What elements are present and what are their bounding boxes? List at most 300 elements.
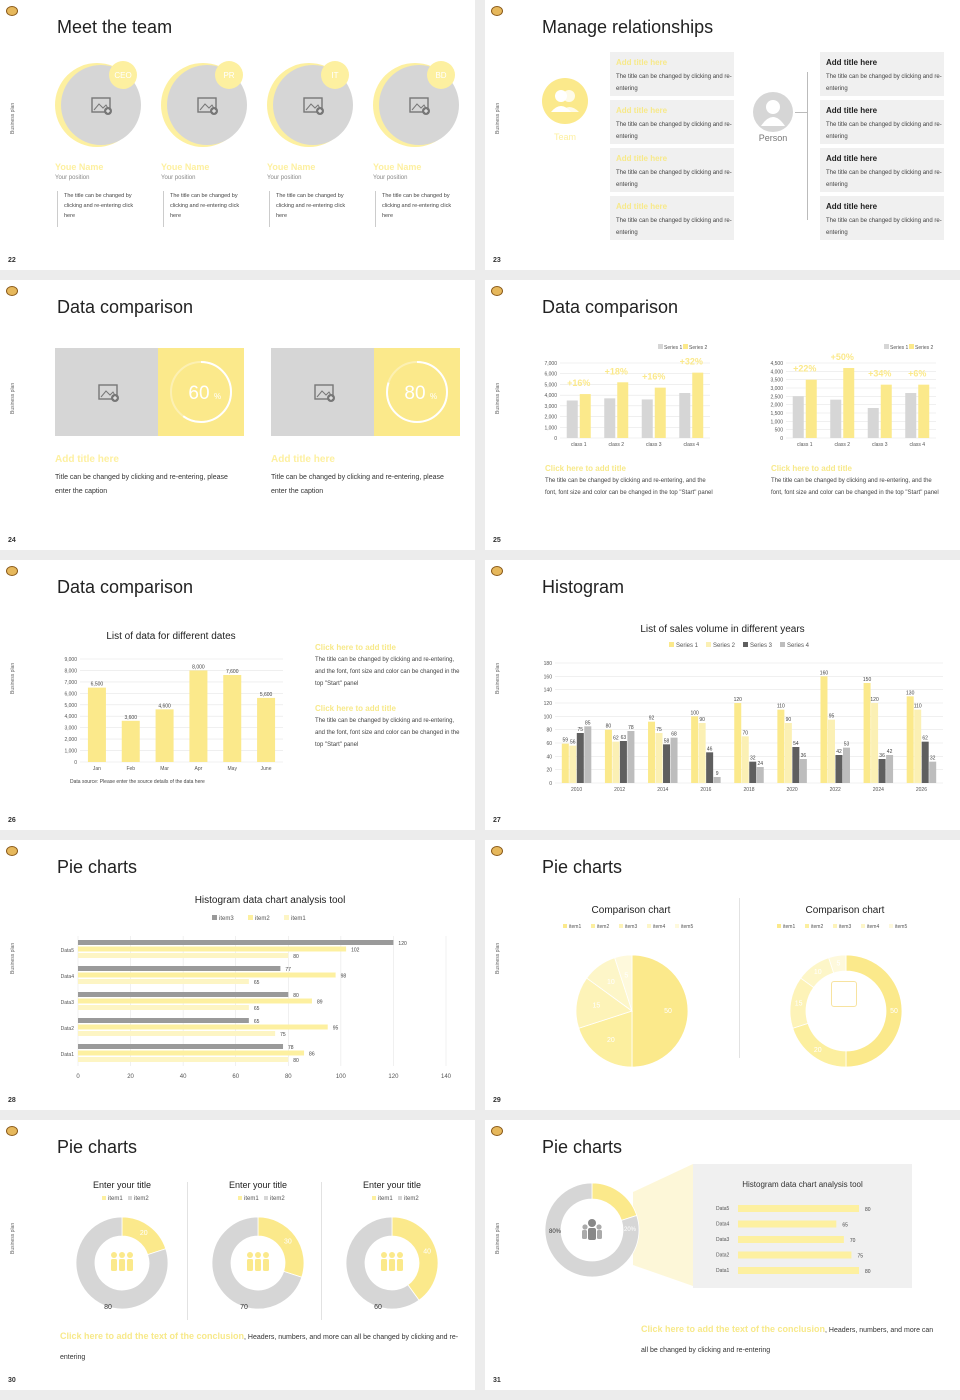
data-label: 86 xyxy=(309,1051,315,1058)
data-label: 90 xyxy=(785,717,792,723)
member-position: Your position xyxy=(161,175,196,181)
histogram-chart xyxy=(485,560,960,830)
bar-series-1 xyxy=(605,730,612,783)
bar-series-1 xyxy=(604,398,615,438)
tick-label: 7,000 xyxy=(64,679,77,686)
data-label: 80 xyxy=(865,1269,871,1275)
data-label: 120 xyxy=(398,941,407,947)
legend-label: item1 xyxy=(291,916,306,922)
tick-label: 5,000 xyxy=(544,382,557,389)
legend-label: item3 xyxy=(219,916,234,922)
member-tag: PR xyxy=(223,71,235,80)
card-title[interactable]: Add title here xyxy=(826,106,878,115)
category-label: 2010 xyxy=(570,787,583,793)
category-label: 2020 xyxy=(786,787,798,793)
slide-23[interactable] xyxy=(485,0,960,270)
category-label: class 3 xyxy=(871,442,888,448)
legend-swatch xyxy=(102,1196,106,1200)
tick-label: 7,000 xyxy=(544,361,557,367)
bar-item3 xyxy=(78,1018,249,1023)
data-label: 8,000 xyxy=(192,664,205,671)
data-label: 6,500 xyxy=(90,681,104,688)
legend-label: item2 xyxy=(255,916,270,922)
side-label: Business plan xyxy=(495,102,501,134)
data-label: 80 xyxy=(865,1207,871,1213)
tick-label: 9,000 xyxy=(64,657,77,663)
card-title[interactable]: Add title here xyxy=(826,58,878,67)
card-title[interactable]: Add title here xyxy=(826,202,878,211)
category-label: Data1 xyxy=(716,1268,730,1274)
slice-label: 80% xyxy=(548,1229,562,1235)
bar-series-1 xyxy=(567,401,578,439)
bar-series-2 xyxy=(742,736,749,783)
category-label: Apr xyxy=(194,766,203,772)
bar-series-2 xyxy=(692,373,703,438)
slide-22[interactable] xyxy=(0,0,475,270)
slice-label: 40 xyxy=(423,1248,432,1256)
chart-title: Comparison chart xyxy=(591,905,671,916)
bar-series-2 xyxy=(843,368,854,438)
tick-label: 100 xyxy=(335,1074,346,1080)
data-label: 110 xyxy=(913,703,922,710)
legend-label: Series 2 xyxy=(689,345,708,351)
data-label: 68 xyxy=(671,731,677,738)
side-label: Business plan xyxy=(10,1222,16,1254)
item-text: Title can be changed by clicking and re-entering, please enter the caption xyxy=(55,474,228,495)
item-title[interactable]: Add title here xyxy=(55,454,119,465)
tick-label: 4,000 xyxy=(64,714,77,721)
legend-swatch xyxy=(658,344,663,349)
bar-series-2 xyxy=(617,382,628,438)
card-text: The title can be changed by clicking and re-entering xyxy=(616,170,732,188)
data-label: 80 xyxy=(293,954,299,960)
data-label: 75 xyxy=(577,727,584,733)
tick-label: 6,000 xyxy=(544,371,557,378)
legend-label: item1 xyxy=(244,1196,259,1202)
legend-label: item2 xyxy=(597,924,610,930)
tick-label: 2,000 xyxy=(64,737,77,744)
logo-icon xyxy=(6,286,18,296)
data-label: 110 xyxy=(776,703,785,710)
chart-title: List of sales volume in different years xyxy=(640,624,805,635)
tick-label: 180 xyxy=(543,661,552,667)
category-label: Jan xyxy=(92,766,101,772)
bar-item3 xyxy=(78,940,393,945)
bar-series-4 xyxy=(671,738,678,783)
tick-label: 140 xyxy=(440,1074,452,1080)
legend-swatch xyxy=(777,924,781,928)
legend-swatch xyxy=(743,642,748,647)
card-title[interactable]: Add title here xyxy=(616,58,668,67)
bar-value xyxy=(122,721,140,762)
side-label: Business plan xyxy=(10,662,16,694)
legend-swatch xyxy=(884,344,889,349)
legend-label: Series 1 xyxy=(664,345,683,351)
relation-card[interactable] xyxy=(610,148,734,192)
slide-27[interactable] xyxy=(485,560,960,830)
bar-item2 xyxy=(78,973,336,978)
slide-28[interactable] xyxy=(0,840,475,1110)
conclusion-link[interactable]: Click here to add the text of the conclusion xyxy=(60,1331,245,1341)
bar-series-3 xyxy=(879,759,886,783)
tick-label: 80 xyxy=(284,1074,292,1080)
pie-charts xyxy=(485,840,960,1110)
bar-item1 xyxy=(78,979,249,984)
chart-title: List of data for different dates xyxy=(106,631,236,642)
growth-annotation: +34% xyxy=(868,368,892,379)
bar-value xyxy=(738,1267,859,1274)
legend-label: item5 xyxy=(681,924,694,930)
legend-label: Series 1 xyxy=(676,643,699,649)
data-label: 3,600 xyxy=(124,714,138,721)
data-label: 80 xyxy=(293,993,299,999)
category-label: 2024 xyxy=(872,787,884,793)
data-label: 75 xyxy=(280,1032,286,1038)
member-photo[interactable] xyxy=(55,58,155,158)
tick-label: 4,500 xyxy=(770,361,783,367)
legend-label: item2 xyxy=(270,1196,285,1202)
bar-series-2 xyxy=(612,742,619,783)
legend-label: item3 xyxy=(839,924,852,930)
data-label: 32 xyxy=(929,755,936,762)
category-label: 2014 xyxy=(657,787,669,793)
legend-label: item2 xyxy=(134,1196,149,1202)
percent-unit: % xyxy=(430,392,438,401)
bar-series-3 xyxy=(749,762,756,783)
category-label: class 4 xyxy=(683,442,700,448)
percent-value: 60 xyxy=(188,383,210,404)
data-label: 78 xyxy=(288,1045,294,1051)
tick-label: 1,000 xyxy=(544,425,557,432)
growth-annotation: +18% xyxy=(604,366,628,377)
text-body: The title can be changed by clicking and re-entering, and the font, font size and color can be changed in the top "Start" panel xyxy=(315,718,460,748)
member-desc: The title can be changed by clicking and re-entering click here xyxy=(64,193,134,219)
legend-swatch xyxy=(889,924,893,928)
category-label: Data2 xyxy=(716,1252,730,1259)
growth-annotation: +16% xyxy=(567,378,591,389)
text-title[interactable]: Click here to add title xyxy=(315,643,396,652)
member-position: Your position xyxy=(373,175,408,181)
relation-card[interactable] xyxy=(820,52,944,96)
tick-label: 0 xyxy=(549,781,552,787)
bar-series-4 xyxy=(714,777,721,783)
caption-title[interactable]: Click here to add title xyxy=(771,464,852,473)
legend-label: Series 4 xyxy=(787,643,810,649)
data-label: 4,600 xyxy=(158,703,171,710)
tick-label: 1,000 xyxy=(64,748,77,755)
slide-number: 30 xyxy=(8,1377,16,1384)
data-label: 5,600 xyxy=(259,691,273,698)
relation-card[interactable] xyxy=(820,196,944,240)
image-placeholder-icon[interactable] xyxy=(99,385,119,402)
growth-annotation: +22% xyxy=(793,363,817,374)
slide-24[interactable] xyxy=(0,280,475,550)
slice-label: 60 xyxy=(374,1304,382,1311)
tick-label: 3,000 xyxy=(544,403,557,410)
card-title[interactable]: Add title here xyxy=(616,154,668,163)
data-label: 9 xyxy=(715,771,719,777)
category-label: class 2 xyxy=(834,442,851,448)
slide-number: 25 xyxy=(493,537,501,544)
legend-swatch xyxy=(675,924,679,928)
category-label: 2012 xyxy=(614,787,626,793)
member-tag: IT xyxy=(331,71,339,80)
relation-card[interactable] xyxy=(820,148,944,192)
data-label: 53 xyxy=(843,741,850,748)
card-title[interactable]: Add title here xyxy=(616,106,668,115)
member-tag: CEO xyxy=(114,71,132,80)
legend-label: Series 2 xyxy=(713,643,736,649)
data-label: 36 xyxy=(879,753,885,759)
divider xyxy=(269,191,270,227)
tick-label: 60 xyxy=(232,1074,240,1080)
slide-title: Meet the team xyxy=(57,17,173,37)
category-label: class 1 xyxy=(570,442,587,448)
bar-series-2 xyxy=(569,746,576,783)
bar-series-2 xyxy=(914,710,921,783)
data-label: 42 xyxy=(886,749,893,755)
data-label: 160 xyxy=(819,670,829,677)
bar-series-4 xyxy=(757,767,764,783)
data-label: 77 xyxy=(285,967,291,973)
data-label: 75 xyxy=(656,727,662,733)
data-label: 65 xyxy=(253,1019,260,1025)
member-photo[interactable] xyxy=(161,58,261,158)
data-label: 32 xyxy=(749,755,756,762)
bar-item2 xyxy=(78,1051,304,1056)
bar-series-1 xyxy=(642,399,653,438)
side-label: Business plan xyxy=(10,382,16,414)
slide-29[interactable] xyxy=(485,840,960,1110)
category-label: Data4 xyxy=(716,1221,730,1228)
slice-label: 10 xyxy=(813,969,822,977)
slide-title: Pie charts xyxy=(542,1137,623,1157)
data-label: 46 xyxy=(706,746,713,753)
legend-swatch xyxy=(805,924,809,928)
tick-label: 0 xyxy=(554,436,557,442)
category-label: Data4 xyxy=(60,974,74,980)
slide-number: 27 xyxy=(493,817,501,824)
slide-title: Manage relationships xyxy=(542,17,714,37)
tick-label: 120 xyxy=(543,701,552,707)
slice-label: 5 xyxy=(836,960,841,968)
card-title[interactable]: Add title here xyxy=(826,154,878,163)
category-label: Data5 xyxy=(60,948,74,954)
connector-line xyxy=(807,72,808,220)
bar-series-2 xyxy=(656,733,663,783)
relation-card[interactable] xyxy=(610,196,734,240)
card-text: The title can be changed by clicking and re-entering xyxy=(826,122,942,140)
connector-line xyxy=(795,112,807,113)
legend-swatch xyxy=(212,915,217,920)
tick-label: 120 xyxy=(388,1074,399,1080)
logo-icon xyxy=(491,6,503,16)
tick-label: 80 xyxy=(546,727,552,734)
legend-swatch xyxy=(909,344,914,349)
card-text: The title can be changed by clicking and re-entering xyxy=(616,218,732,236)
tick-label: 160 xyxy=(543,674,552,681)
bar-series-2 xyxy=(806,380,817,438)
bar-item3 xyxy=(78,966,280,971)
bar-item3 xyxy=(78,1044,283,1049)
relation-card[interactable] xyxy=(820,100,944,144)
conclusion-text: , Headers, numbers, and more can all be changed by clicking and re-entering xyxy=(641,1327,934,1354)
growth-annotation: +32% xyxy=(679,356,703,367)
legend-label: Series 2 xyxy=(915,345,934,351)
bar-item3 xyxy=(78,992,288,997)
bar-item2 xyxy=(78,999,312,1004)
data-label: 70 xyxy=(849,1238,856,1244)
member-tag: BD xyxy=(435,71,447,80)
slice-label: 20 xyxy=(606,1037,615,1045)
image-placeholder-icon[interactable] xyxy=(315,385,335,402)
bar-series-1 xyxy=(905,393,916,438)
chart-title: Enter your title xyxy=(228,1180,288,1190)
card-title[interactable]: Add title here xyxy=(616,202,668,211)
legend-swatch xyxy=(372,1196,376,1200)
panel-title: Histogram data chart analysis tool xyxy=(742,1180,863,1189)
relation-card[interactable] xyxy=(610,100,734,144)
category-label: Data5 xyxy=(716,1206,730,1212)
bar-series-2 xyxy=(918,385,929,438)
slide-number: 23 xyxy=(493,257,501,264)
bar-value xyxy=(223,675,241,762)
data-label: 98 xyxy=(340,973,347,980)
legend-swatch xyxy=(591,924,595,928)
pie-slice xyxy=(592,1183,637,1220)
side-label: Business plan xyxy=(495,942,501,974)
category-label: Data1 xyxy=(60,1052,74,1058)
data-label: 80 xyxy=(293,1058,299,1064)
slide-number: 22 xyxy=(8,257,16,264)
member-photo[interactable] xyxy=(267,58,367,158)
conclusion-link[interactable]: Click here to add the text of the conclusion xyxy=(641,1324,826,1334)
caption-title[interactable]: Click here to add title xyxy=(545,464,626,473)
logo-icon xyxy=(6,6,18,16)
text-title[interactable]: Click here to add title xyxy=(315,704,396,713)
data-label: 150 xyxy=(862,677,872,683)
tick-label: 8,000 xyxy=(64,668,77,675)
tick-label: 3,000 xyxy=(64,725,77,732)
legend-swatch xyxy=(706,642,711,647)
bar-series-4 xyxy=(584,726,591,783)
pie-slice xyxy=(793,1023,846,1067)
tick-label: 2,500 xyxy=(770,394,783,401)
category-label: Feb xyxy=(126,766,136,772)
bar-series-1 xyxy=(868,408,879,438)
bar-series-1 xyxy=(907,696,914,783)
data-label: 95 xyxy=(332,1025,339,1032)
data-label: 90 xyxy=(699,717,705,723)
slice-label: 70 xyxy=(240,1304,248,1311)
legend-label: item4 xyxy=(653,924,666,930)
slice-label: 30 xyxy=(284,1238,292,1246)
data-label: 89 xyxy=(316,999,323,1006)
bar-series-3 xyxy=(706,752,713,783)
data-label: 100 xyxy=(690,710,699,717)
slide-26[interactable] xyxy=(0,560,475,830)
card-text: The title can be changed by clicking and re-entering xyxy=(616,122,732,140)
bar-series-3 xyxy=(663,744,670,783)
relation-card[interactable] xyxy=(610,52,734,96)
pie-slice xyxy=(632,955,688,1067)
slice-label: 50 xyxy=(664,1008,672,1015)
data-label: 95 xyxy=(828,713,835,720)
data-label: 59 xyxy=(562,737,569,744)
bar-charts xyxy=(485,280,960,550)
data-label: 42 xyxy=(836,749,842,755)
team-label: Team xyxy=(553,132,576,142)
tick-label: 0 xyxy=(74,760,77,766)
caption-text: The title can be changed by clicking and re-entering, and the font, font size and color can be changed in the top "Start" panel xyxy=(545,478,713,496)
slide-31[interactable] xyxy=(485,1120,960,1390)
slide-30[interactable] xyxy=(0,1120,475,1390)
bar-series-1 xyxy=(777,710,784,783)
chart-title: Comparison chart xyxy=(805,905,885,916)
bar-series-4 xyxy=(843,748,850,783)
tick-label: 0 xyxy=(76,1074,80,1080)
bar-item1 xyxy=(78,1057,288,1062)
data-source: Data source: Please enter the source details of the data here xyxy=(70,779,205,785)
tick-label: 500 xyxy=(774,427,783,434)
member-photo[interactable] xyxy=(373,58,473,158)
bar-series-1 xyxy=(691,716,698,783)
data-label: 78 xyxy=(628,725,634,731)
bar-series-2 xyxy=(828,720,835,783)
horizontal-bar-chart xyxy=(0,840,475,1110)
slide-title: Data comparison xyxy=(57,297,194,317)
tick-label: 1,000 xyxy=(770,419,783,426)
progress-ring xyxy=(271,348,460,436)
tick-label: 20 xyxy=(127,1074,134,1080)
card-text: The title can be changed by clicking and re-entering xyxy=(826,170,942,188)
tick-label: 4,000 xyxy=(544,393,557,400)
chart-title: Histogram data chart analysis tool xyxy=(194,895,346,906)
category-label: Mar xyxy=(160,766,169,772)
legend-label: item3 xyxy=(625,924,638,930)
bar-series-1 xyxy=(679,393,690,438)
legend-swatch xyxy=(861,924,865,928)
bar-series-4 xyxy=(929,762,936,783)
legend-swatch xyxy=(563,924,567,928)
data-label: 70 xyxy=(742,730,749,737)
bar-value xyxy=(189,670,207,762)
member-name: Youe Name xyxy=(161,162,210,172)
bar-series-3 xyxy=(620,741,627,783)
category-label: May xyxy=(227,766,237,772)
member-position: Your position xyxy=(267,175,302,181)
legend-swatch xyxy=(833,924,837,928)
bar-series-1 xyxy=(793,396,804,438)
data-label: 54 xyxy=(793,741,799,747)
item-title[interactable]: Add title here xyxy=(271,454,335,465)
tick-label: 6,000 xyxy=(64,691,77,698)
card-text: The title can be changed by clicking and re-entering xyxy=(826,74,942,92)
legend-swatch xyxy=(248,915,253,920)
data-label: 85 xyxy=(585,720,591,727)
slide-title: Histogram xyxy=(542,577,625,597)
slide-25[interactable] xyxy=(485,280,960,550)
bar-series-1 xyxy=(648,722,655,783)
data-label: 63 xyxy=(620,735,627,741)
team-icon xyxy=(542,78,588,124)
bar-value xyxy=(88,688,106,762)
bar-series-4 xyxy=(886,755,893,783)
bar-item2 xyxy=(78,947,346,952)
member-position: Your position xyxy=(55,175,90,181)
legend-swatch xyxy=(619,924,623,928)
bar-series-1 xyxy=(820,676,827,783)
